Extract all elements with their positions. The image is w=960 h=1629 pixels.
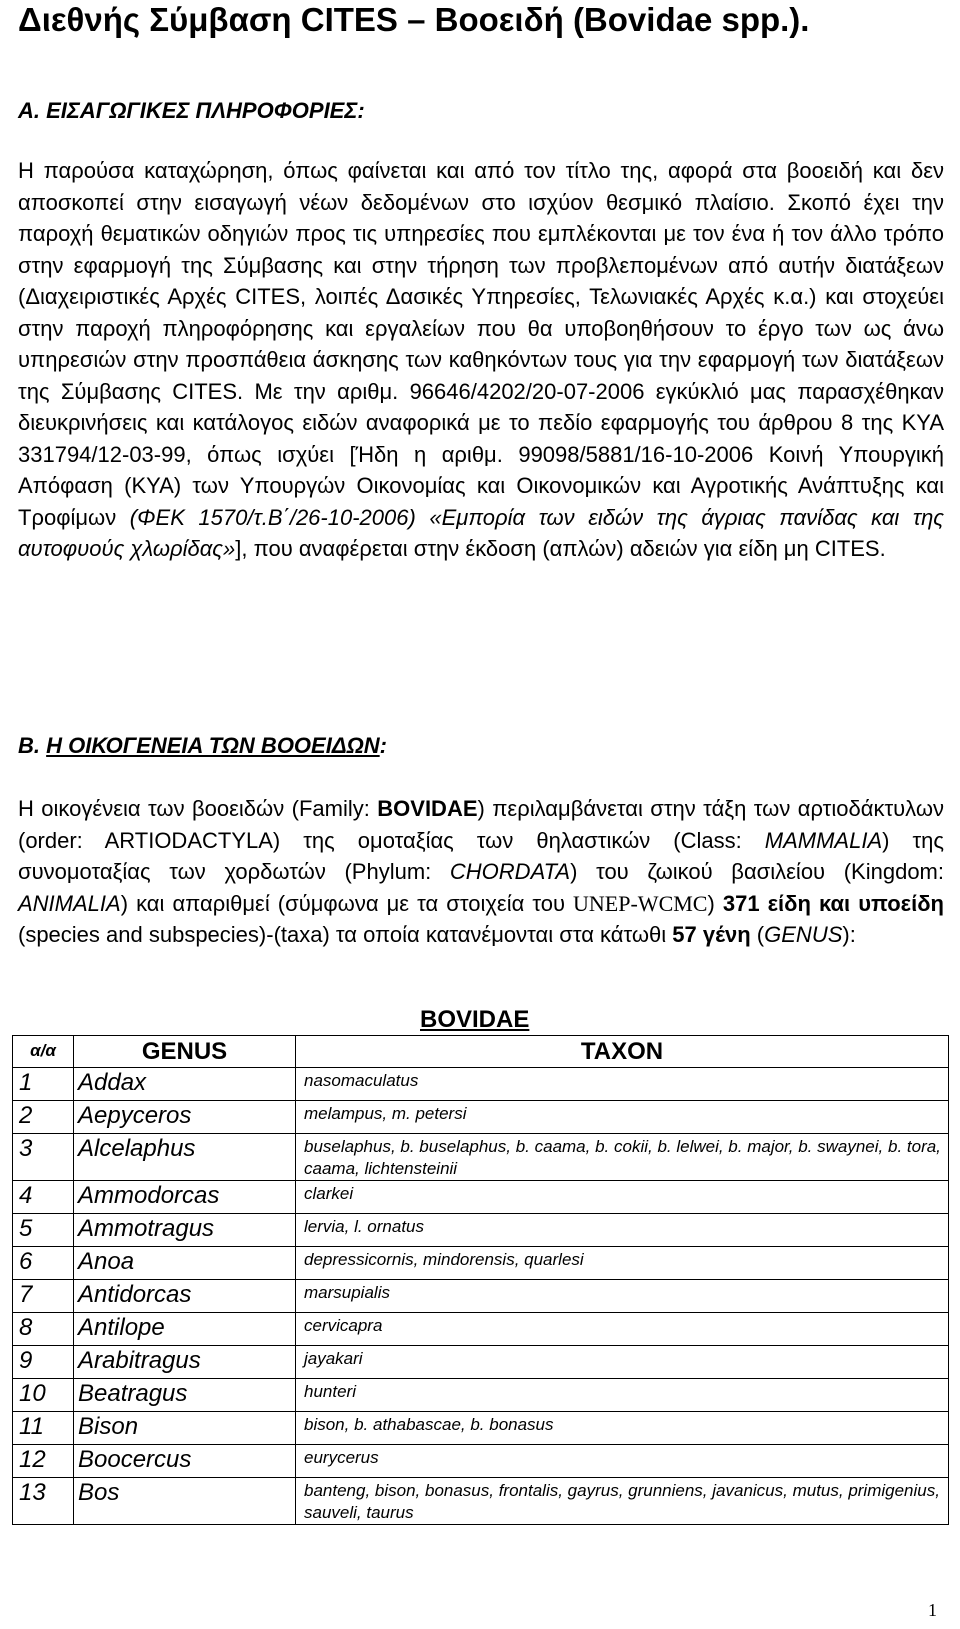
table-row: [13, 1313, 949, 1346]
row-genus: Ammodorcas: [74, 1181, 296, 1214]
section-b-kingdom: ANIMALIA: [18, 890, 121, 916]
row-number: 2: [13, 1101, 74, 1134]
table-row: [13, 1101, 949, 1134]
row-taxon: buselaphus, b. buselaphus, b. caama, b. cokii, b. lelwei, b. major, b. swaynei, b. tora, caama, lichtensteinii: [296, 1134, 949, 1181]
section-b-heading: [18, 733, 387, 759]
row-number: 4: [13, 1181, 74, 1214]
section-b-text-14: (species and subspecies)-(taxa) τα οποία κατανέμονται στα κάτωθι: [18, 922, 673, 947]
table-row: [13, 1247, 949, 1280]
row-number: 7: [13, 1280, 74, 1313]
row-taxon: clarkei: [296, 1181, 949, 1214]
row-taxon: hunteri: [296, 1379, 949, 1412]
row-number: 9: [13, 1346, 74, 1379]
row-number: 11: [13, 1412, 74, 1445]
section-b-class: MAMMALIA: [764, 827, 883, 853]
table-row: [13, 1280, 949, 1313]
section-a-paragraph: [18, 155, 944, 565]
row-taxon: marsupialis: [296, 1280, 949, 1313]
section-b-text-18: ):: [842, 922, 856, 947]
section-b-text-8: ) του ζωικού βασιλείου (Kingdom:: [570, 859, 944, 884]
row-taxon: depressicornis, mindorensis, quarlesi: [296, 1247, 949, 1280]
row-taxon: banteng, bison, bonasus, frontalis, gayrus, grunniens, javanicus, mutus, primigenius, sauveli, taurus: [296, 1478, 949, 1525]
row-genus: Beatragus: [74, 1379, 296, 1412]
row-taxon: bison, b. athabascae, b. bonasus: [296, 1412, 949, 1445]
section-a-italic-text: (ΦΕΚ 1570/τ.Β΄/26-10-2006) «Εμπορία των ειδών της άγριας πανίδας και της αυτοφυούς χλωρίδας»: [18, 504, 944, 561]
row-number: 8: [13, 1313, 74, 1346]
header-num: α/α: [13, 1036, 74, 1068]
header-taxon: TAXON: [296, 1036, 949, 1068]
section-b-genus-count: 57 γένη: [672, 922, 751, 947]
section-a-text-end: ], που αναφέρεται στην έκδοση (απλών) αδειών για είδη μη CITES.: [235, 536, 886, 561]
section-a-heading: [18, 98, 365, 124]
header-genus: GENUS: [74, 1036, 296, 1068]
row-genus: Antidorcas: [74, 1280, 296, 1313]
row-genus: Addax: [74, 1068, 296, 1101]
table-row: [13, 1445, 949, 1478]
page-number: 1: [928, 1600, 937, 1620]
row-number: 1: [13, 1068, 74, 1101]
row-genus: Arabitragus: [74, 1346, 296, 1379]
row-number: 12: [13, 1445, 74, 1478]
row-genus: Boocercus: [74, 1445, 296, 1478]
row-genus: Bison: [74, 1412, 296, 1445]
row-taxon: eurycerus: [296, 1445, 949, 1478]
section-a-heading-text: Α. ΕΙΣΑΓΩΓΙΚΕΣ ΠΛΗΡΟΦΟΡΙΕΣ:: [18, 98, 365, 123]
section-b-text-6: ) της συνομοταξίας των χορδωτών (Phylum:: [18, 827, 944, 884]
row-taxon: melampus, m. petersi: [296, 1101, 949, 1134]
table-row: [13, 1478, 949, 1525]
section-b-phylum: CHORDATA: [449, 859, 571, 884]
row-taxon: lervia, l. ornatus: [296, 1214, 949, 1247]
section-b-text-1: Η οικογένεια των βοοειδών (: [18, 796, 299, 821]
section-b-prefix: Β.: [18, 733, 40, 758]
table-row: [13, 1134, 949, 1181]
row-taxon: jayakari: [296, 1346, 949, 1379]
row-genus: Bos: [74, 1478, 296, 1525]
row-genus: Alcelaphus: [74, 1134, 296, 1181]
row-genus: Aepyceros: [74, 1101, 296, 1134]
section-b-heading-text: Η ΟΙΚΟΓΕΝΕΙΑ ΤΩΝ ΒΟΟΕΙΔΩΝ: [46, 733, 380, 758]
row-genus: Antilope: [74, 1313, 296, 1346]
section-a-text: Η παρούσα καταχώρηση, όπως φαίνεται και από τον τίτλο της, αφορά στα βοοειδή και δεν αποσκοπεί στην εισαγωγή νέων δεδομένων στο ισχύον θεσμικό πλαίσιο. Σκοπό έχει την παροχή θεματικών οδηγιών προς τις υπηρεσίες που εμπλέκονται με τον ένα ή τον άλλο τρόπο στην εφαρμογή της Σύμβασης και στην τήρηση των προβλεπομένων από αυτήν διατάξεων (Διαχειριστικές Αρχές CITES, λοιπές Δασικές Υπηρεσίες, Τελωνιακές Αρχές κ.α.) και στοχεύει στην παροχή πληροφόρησης και εργαλείων που θα υποβοηθήσουν το έργο των ως άνω υπηρεσιών στην προσπάθεια άσκησης των καθηκόντων τους για την εφαρμογή των διατάξεων της Σύμβασης CITES. Με την αριθμ. 96646/4202/20-07-2006 εγκύκλιό μας παρασχέθηκαν διευκρινήσεις και κατάλογος ειδών αναφορικά με το πεδίο εφαρμογής του άρθρου 8 της ΚΥΑ 331794/12-03-99, όπως ισχύει [Ήδη η αριθμ. 99098/5881/16-10-2006 Κοινή Υπουργική Απόφαση (ΚΥΑ) των Υπουργών Οικονομίας και Οικονομικών και Αγροτικής Ανάπτυξης και Τροφίμων: [18, 158, 944, 530]
table-title: BOVIDAE: [420, 1006, 530, 1033]
row-taxon: nasomaculatus: [296, 1068, 949, 1101]
row-number: 10: [13, 1379, 74, 1412]
row-taxon: cervicapra: [296, 1313, 949, 1346]
row-genus: Anoa: [74, 1247, 296, 1280]
section-b-text-4: ) περιλαμβάνεται στην τάξη των αρτιοδάκτυλων (order: ARTIODACTYLA) της ομοταξίας των θηλαστικών (Class:: [18, 796, 945, 853]
row-number: 13: [13, 1478, 74, 1525]
section-b-text-2: Family:: [298, 796, 378, 821]
section-b-source: UNEP-WCMC: [573, 890, 708, 916]
section-b-species-count: 371 είδη και υποείδη: [722, 890, 944, 916]
row-number: 6: [13, 1247, 74, 1280]
row-number: 3: [13, 1134, 74, 1181]
bovidae-table: [12, 1035, 949, 1525]
section-b-text-10: ) και απαριθμεί (σύμφωνα με τα στοιχεία του: [120, 890, 574, 916]
table-row: [13, 1346, 949, 1379]
document-title: Διεθνής Σύμβαση CITES – Βοοειδή (Bovidae spp.).: [18, 1, 810, 38]
row-genus: Ammotragus: [74, 1214, 296, 1247]
row-number: 5: [13, 1214, 74, 1247]
section-b-family: BOVIDAE: [377, 796, 478, 821]
table-row: [13, 1412, 949, 1445]
table-header-row: [13, 1036, 949, 1068]
table-row: [13, 1068, 949, 1101]
section-b-colon: :: [379, 733, 387, 758]
section-b-paragraph: [18, 793, 944, 951]
section-b-text-12: ): [707, 890, 723, 916]
section-b-genus-word: GENUS: [764, 922, 843, 947]
table-row: [13, 1214, 949, 1247]
table-row: [13, 1379, 949, 1412]
section-b-text-16: (: [750, 922, 765, 947]
table-row: [13, 1181, 949, 1214]
